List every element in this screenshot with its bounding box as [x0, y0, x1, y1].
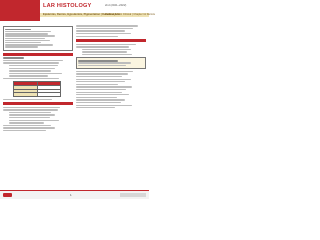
page-footer	[0, 190, 149, 199]
document-authors: Medical & Skin Clinical | Chapter 11 Dermis	[105, 13, 155, 17]
footer-label	[120, 193, 146, 197]
page-header	[0, 0, 155, 21]
section-heading-bar	[3, 102, 73, 105]
outline-box	[3, 26, 73, 51]
document-meta: 2nd (2021–2022)	[105, 3, 127, 7]
right-column	[76, 24, 146, 110]
footer-logo	[3, 193, 12, 197]
section-heading-bar	[76, 39, 146, 42]
document-title: LAR HISTOLOGY	[43, 3, 92, 9]
data-table	[13, 81, 61, 96]
header-logo-block	[0, 0, 40, 21]
document-subtitle: Epidermis, Dermis, Hypodermis, Pigmentation | Keratinocytes	[43, 13, 120, 17]
section-heading-bar	[3, 53, 73, 56]
highlight-box	[76, 57, 146, 68]
left-column	[3, 24, 73, 133]
page-number: 1	[70, 192, 72, 197]
